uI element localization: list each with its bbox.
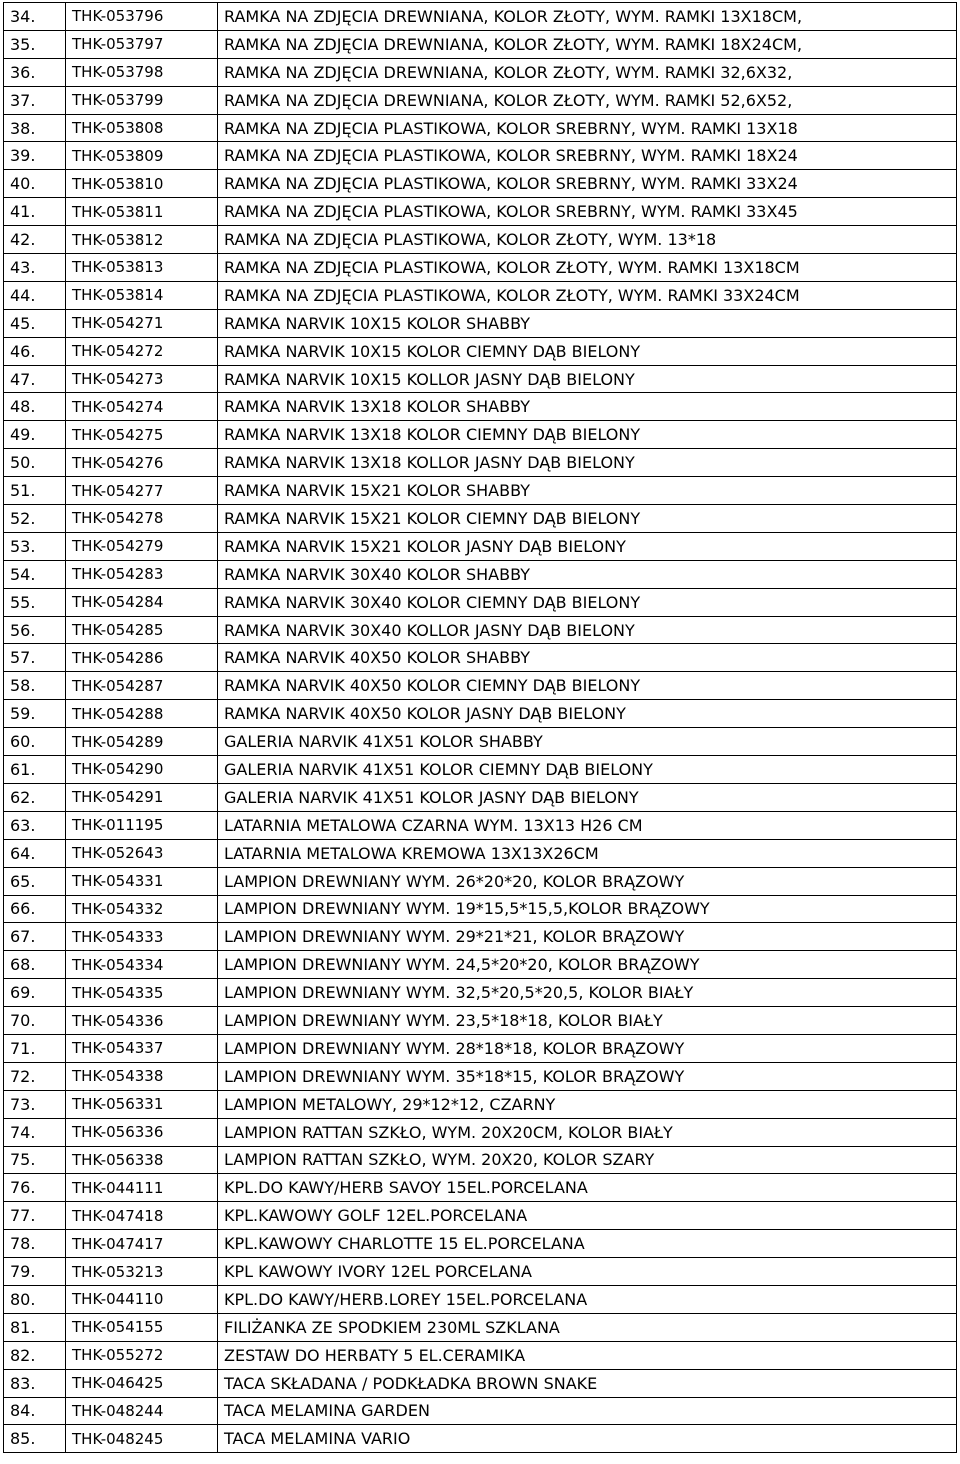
- row-number: 73.: [4, 1090, 66, 1118]
- product-code: THK-053796: [66, 3, 218, 31]
- row-number: 34.: [4, 3, 66, 31]
- product-code: THK-054274: [66, 393, 218, 421]
- product-description: RAMKA NARVIK 40X50 KOLOR CIEMNY DĄB BIELONY: [218, 672, 957, 700]
- row-number: 48.: [4, 393, 66, 421]
- product-description: RAMKA NARVIK 30X40 KOLLOR JASNY DĄB BIELONY: [218, 616, 957, 644]
- product-description: LAMPION METALOWY, 29*12*12, CZARNY: [218, 1090, 957, 1118]
- table-row: [4, 1313, 957, 1341]
- product-code: THK-044110: [66, 1285, 218, 1313]
- product-code: THK-053799: [66, 86, 218, 114]
- row-number: 61.: [4, 756, 66, 784]
- product-code: THK-054333: [66, 923, 218, 951]
- product-description: RAMKA NA ZDJĘCIA DREWNIANA, KOLOR ZŁOTY, WYM. RAMKI 32,6X32,: [218, 58, 957, 86]
- table-row: [4, 281, 957, 309]
- product-description: LATARNIA METALOWA CZARNA WYM. 13X13 H26 CM: [218, 811, 957, 839]
- table-row: [4, 1397, 957, 1425]
- row-number: 70.: [4, 1007, 66, 1035]
- table-row: [4, 198, 957, 226]
- row-number: 59.: [4, 700, 66, 728]
- product-description: TACA SKŁADANA / PODKŁADKA BROWN SNAKE: [218, 1369, 957, 1397]
- table-row: [4, 811, 957, 839]
- product-code: THK-047417: [66, 1230, 218, 1258]
- row-number: 44.: [4, 281, 66, 309]
- product-code: THK-055272: [66, 1341, 218, 1369]
- row-number: 77.: [4, 1202, 66, 1230]
- table-row: [4, 365, 957, 393]
- table-row: [4, 588, 957, 616]
- table-row: [4, 1341, 957, 1369]
- table-row: [4, 1034, 957, 1062]
- table-row: [4, 672, 957, 700]
- product-code: THK-053809: [66, 142, 218, 170]
- table-row: [4, 923, 957, 951]
- product-code: THK-054336: [66, 1007, 218, 1035]
- product-description: LAMPION DREWNIANY WYM. 29*21*21, KOLOR BRĄZOWY: [218, 923, 957, 951]
- product-code: THK-054276: [66, 449, 218, 477]
- table-row: [4, 532, 957, 560]
- product-description: RAMKA NARVIK 15X21 KOLOR JASNY DĄB BIELONY: [218, 532, 957, 560]
- row-number: 65.: [4, 867, 66, 895]
- table-row: [4, 393, 957, 421]
- product-description: GALERIA NARVIK 41X51 KOLOR SHABBY: [218, 728, 957, 756]
- row-number: 37.: [4, 86, 66, 114]
- row-number: 54.: [4, 560, 66, 588]
- product-description: RAMKA NARVIK 10X15 KOLOR SHABBY: [218, 309, 957, 337]
- product-description: LAMPION DREWNIANY WYM. 24,5*20*20, KOLOR BRĄZOWY: [218, 951, 957, 979]
- row-number: 60.: [4, 728, 66, 756]
- table-row: [4, 1090, 957, 1118]
- table-row: [4, 254, 957, 282]
- row-number: 83.: [4, 1369, 66, 1397]
- table-row: [4, 309, 957, 337]
- product-code: THK-053798: [66, 58, 218, 86]
- row-number: 51.: [4, 477, 66, 505]
- row-number: 43.: [4, 254, 66, 282]
- table-row: [4, 226, 957, 254]
- product-code: THK-053812: [66, 226, 218, 254]
- row-number: 39.: [4, 142, 66, 170]
- row-number: 66.: [4, 895, 66, 923]
- table-row: [4, 170, 957, 198]
- row-number: 67.: [4, 923, 66, 951]
- product-description: RAMKA NARVIK 40X50 KOLOR SHABBY: [218, 644, 957, 672]
- table-row: [4, 477, 957, 505]
- row-number: 71.: [4, 1034, 66, 1062]
- product-description: LAMPION DREWNIANY WYM. 23,5*18*18, KOLOR BIAŁY: [218, 1007, 957, 1035]
- product-code: THK-054286: [66, 644, 218, 672]
- row-number: 68.: [4, 951, 66, 979]
- table-row: [4, 1285, 957, 1313]
- product-description: RAMKA NARVIK 15X21 KOLOR SHABBY: [218, 477, 957, 505]
- table-row: [4, 30, 957, 58]
- product-code: THK-054338: [66, 1062, 218, 1090]
- row-number: 56.: [4, 616, 66, 644]
- product-code: THK-054288: [66, 700, 218, 728]
- product-code: THK-048244: [66, 1397, 218, 1425]
- product-code: THK-054285: [66, 616, 218, 644]
- row-number: 38.: [4, 114, 66, 142]
- product-code: THK-054278: [66, 505, 218, 533]
- product-description: RAMKA NARVIK 30X40 KOLOR CIEMNY DĄB BIELONY: [218, 588, 957, 616]
- table-row: [4, 1230, 957, 1258]
- table-row: [4, 142, 957, 170]
- row-number: 64.: [4, 839, 66, 867]
- product-code: THK-054337: [66, 1034, 218, 1062]
- product-description: RAMKA NA ZDJĘCIA PLASTIKOWA, KOLOR SREBRNY, WYM. RAMKI 33X45: [218, 198, 957, 226]
- product-description: TACA MELAMINA VARIO: [218, 1425, 957, 1453]
- product-description: RAMKA NARVIK 30X40 KOLOR SHABBY: [218, 560, 957, 588]
- product-table-body: [4, 3, 957, 1453]
- table-row: [4, 979, 957, 1007]
- product-description: KPL.DO KAWY/HERB.LOREY 15EL.PORCELANA: [218, 1285, 957, 1313]
- product-code: THK-056331: [66, 1090, 218, 1118]
- product-description: RAMKA NARVIK 40X50 KOLOR JASNY DĄB BIELONY: [218, 700, 957, 728]
- table-row: [4, 1369, 957, 1397]
- row-number: 46.: [4, 337, 66, 365]
- product-description: GALERIA NARVIK 41X51 KOLOR JASNY DĄB BIELONY: [218, 783, 957, 811]
- product-description: RAMKA NA ZDJĘCIA PLASTIKOWA, KOLOR SREBRNY, WYM. RAMKI 13X18: [218, 114, 957, 142]
- table-row: [4, 644, 957, 672]
- product-table: [3, 2, 957, 1453]
- row-number: 82.: [4, 1341, 66, 1369]
- row-number: 42.: [4, 226, 66, 254]
- row-number: 50.: [4, 449, 66, 477]
- product-description: LAMPION RATTAN SZKŁO, WYM. 20X20CM, KOLOR BIAŁY: [218, 1118, 957, 1146]
- table-row: [4, 1202, 957, 1230]
- product-code: THK-054331: [66, 867, 218, 895]
- table-row: [4, 58, 957, 86]
- row-number: 40.: [4, 170, 66, 198]
- product-description: RAMKA NA ZDJĘCIA DREWNIANA, KOLOR ZŁOTY, WYM. RAMKI 52,6X52,: [218, 86, 957, 114]
- product-code: THK-047418: [66, 1202, 218, 1230]
- table-row: [4, 1425, 957, 1453]
- product-code: THK-054334: [66, 951, 218, 979]
- table-row: [4, 449, 957, 477]
- product-description: RAMKA NARVIK 13X18 KOLOR SHABBY: [218, 393, 957, 421]
- row-number: 75.: [4, 1146, 66, 1174]
- table-row: [4, 337, 957, 365]
- product-code: THK-054287: [66, 672, 218, 700]
- product-description: KPL.KAWOWY CHARLOTTE 15 EL.PORCELANA: [218, 1230, 957, 1258]
- product-description: LAMPION DREWNIANY WYM. 19*15,5*15,5,KOLOR BRĄZOWY: [218, 895, 957, 923]
- table-row: [4, 783, 957, 811]
- table-row: [4, 728, 957, 756]
- product-code: THK-046425: [66, 1369, 218, 1397]
- row-number: 80.: [4, 1285, 66, 1313]
- table-row: [4, 1118, 957, 1146]
- row-number: 49.: [4, 421, 66, 449]
- product-code: THK-053808: [66, 114, 218, 142]
- row-number: 84.: [4, 1397, 66, 1425]
- product-code: THK-054271: [66, 309, 218, 337]
- table-row: [4, 756, 957, 784]
- product-description: LATARNIA METALOWA KREMOWA 13X13X26CM: [218, 839, 957, 867]
- row-number: 79.: [4, 1258, 66, 1286]
- row-number: 55.: [4, 588, 66, 616]
- table-row: [4, 421, 957, 449]
- product-code: THK-056336: [66, 1118, 218, 1146]
- row-number: 52.: [4, 505, 66, 533]
- row-number: 63.: [4, 811, 66, 839]
- product-description: KPL.DO KAWY/HERB SAVOY 15EL.PORCELANA: [218, 1174, 957, 1202]
- product-description: RAMKA NARVIK 10X15 KOLLOR JASNY DĄB BIELONY: [218, 365, 957, 393]
- product-code: THK-054275: [66, 421, 218, 449]
- product-description: RAMKA NA ZDJĘCIA DREWNIANA, KOLOR ZŁOTY, WYM. RAMKI 18X24CM,: [218, 30, 957, 58]
- table-row: [4, 86, 957, 114]
- product-code: THK-053797: [66, 30, 218, 58]
- product-code: THK-054332: [66, 895, 218, 923]
- product-code: THK-054272: [66, 337, 218, 365]
- table-row: [4, 839, 957, 867]
- row-number: 72.: [4, 1062, 66, 1090]
- table-row: [4, 1146, 957, 1174]
- product-code: THK-048245: [66, 1425, 218, 1453]
- table-row: [4, 1258, 957, 1286]
- table-row: [4, 560, 957, 588]
- product-code: THK-053811: [66, 198, 218, 226]
- product-description: KPL KAWOWY IVORY 12EL PORCELANA: [218, 1258, 957, 1286]
- table-row: [4, 951, 957, 979]
- row-number: 74.: [4, 1118, 66, 1146]
- row-number: 53.: [4, 532, 66, 560]
- product-description: LAMPION DREWNIANY WYM. 26*20*20, KOLOR BRĄZOWY: [218, 867, 957, 895]
- product-description: RAMKA NARVIK 13X18 KOLLOR JASNY DĄB BIELONY: [218, 449, 957, 477]
- product-description: FILIŻANKA ZE SPODKIEM 230ML SZKLANA: [218, 1313, 957, 1341]
- product-description: KPL.KAWOWY GOLF 12EL.PORCELANA: [218, 1202, 957, 1230]
- product-description: LAMPION RATTAN SZKŁO, WYM. 20X20, KOLOR SZARY: [218, 1146, 957, 1174]
- row-number: 76.: [4, 1174, 66, 1202]
- product-description: ZESTAW DO HERBATY 5 EL.CERAMIKA: [218, 1341, 957, 1369]
- product-description: RAMKA NA ZDJĘCIA PLASTIKOWA, KOLOR ZŁOTY, WYM. 13*18: [218, 226, 957, 254]
- product-description: RAMKA NARVIK 10X15 KOLOR CIEMNY DĄB BIELONY: [218, 337, 957, 365]
- product-code: THK-054279: [66, 532, 218, 560]
- table-row: [4, 505, 957, 533]
- product-code: THK-011195: [66, 811, 218, 839]
- product-description: RAMKA NA ZDJĘCIA PLASTIKOWA, KOLOR ZŁOTY, WYM. RAMKI 13X18CM: [218, 254, 957, 282]
- product-code: THK-053810: [66, 170, 218, 198]
- product-description: GALERIA NARVIK 41X51 KOLOR CIEMNY DĄB BIELONY: [218, 756, 957, 784]
- product-code: THK-044111: [66, 1174, 218, 1202]
- row-number: 36.: [4, 58, 66, 86]
- row-number: 45.: [4, 309, 66, 337]
- table-row: [4, 616, 957, 644]
- product-description: RAMKA NA ZDJĘCIA PLASTIKOWA, KOLOR SREBRNY, WYM. RAMKI 18X24: [218, 142, 957, 170]
- table-row: [4, 1174, 957, 1202]
- product-description: RAMKA NARVIK 13X18 KOLOR CIEMNY DĄB BIELONY: [218, 421, 957, 449]
- product-description: LAMPION DREWNIANY WYM. 32,5*20,5*20,5, KOLOR BIAŁY: [218, 979, 957, 1007]
- product-code: THK-052643: [66, 839, 218, 867]
- product-description: RAMKA NA ZDJĘCIA PLASTIKOWA, KOLOR ZŁOTY, WYM. RAMKI 33X24CM: [218, 281, 957, 309]
- row-number: 58.: [4, 672, 66, 700]
- product-description: TACA MELAMINA GARDEN: [218, 1397, 957, 1425]
- product-code: THK-054291: [66, 783, 218, 811]
- row-number: 85.: [4, 1425, 66, 1453]
- product-description: RAMKA NARVIK 15X21 KOLOR CIEMNY DĄB BIELONY: [218, 505, 957, 533]
- row-number: 62.: [4, 783, 66, 811]
- product-description: RAMKA NA ZDJĘCIA PLASTIKOWA, KOLOR SREBRNY, WYM. RAMKI 33X24: [218, 170, 957, 198]
- row-number: 69.: [4, 979, 66, 1007]
- product-code: THK-054273: [66, 365, 218, 393]
- product-code: THK-054155: [66, 1313, 218, 1341]
- table-row: [4, 1007, 957, 1035]
- row-number: 81.: [4, 1313, 66, 1341]
- table-row: [4, 700, 957, 728]
- product-code: THK-056338: [66, 1146, 218, 1174]
- product-description: LAMPION DREWNIANY WYM. 28*18*18, KOLOR BRĄZOWY: [218, 1034, 957, 1062]
- product-code: THK-054290: [66, 756, 218, 784]
- table-row: [4, 3, 957, 31]
- row-number: 78.: [4, 1230, 66, 1258]
- product-code: THK-054277: [66, 477, 218, 505]
- table-row: [4, 867, 957, 895]
- product-code: THK-054335: [66, 979, 218, 1007]
- table-row: [4, 114, 957, 142]
- row-number: 41.: [4, 198, 66, 226]
- row-number: 57.: [4, 644, 66, 672]
- product-description: LAMPION DREWNIANY WYM. 35*18*15, KOLOR BRĄZOWY: [218, 1062, 957, 1090]
- product-description: RAMKA NA ZDJĘCIA DREWNIANA, KOLOR ZŁOTY, WYM. RAMKI 13X18CM,: [218, 3, 957, 31]
- product-code: THK-054289: [66, 728, 218, 756]
- product-code: THK-054284: [66, 588, 218, 616]
- product-code: THK-053814: [66, 281, 218, 309]
- product-code: THK-053813: [66, 254, 218, 282]
- row-number: 35.: [4, 30, 66, 58]
- product-code: THK-053213: [66, 1258, 218, 1286]
- table-row: [4, 1062, 957, 1090]
- row-number: 47.: [4, 365, 66, 393]
- table-row: [4, 895, 957, 923]
- product-code: THK-054283: [66, 560, 218, 588]
